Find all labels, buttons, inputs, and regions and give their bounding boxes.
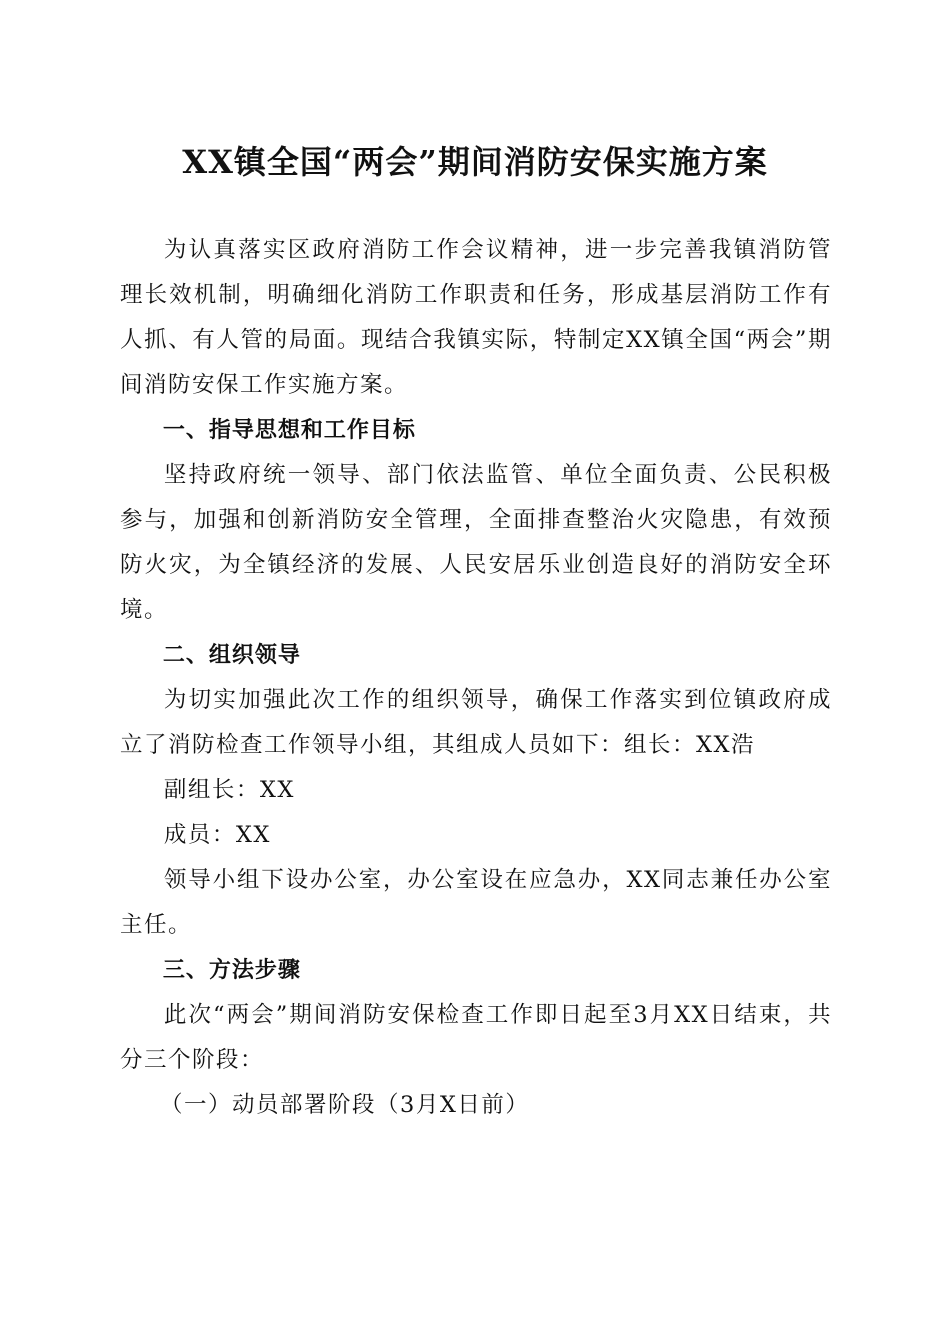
stage-one-line: （一）动员部署阶段（3月X日前） <box>160 1092 530 1118</box>
members-line: 成员：XX <box>163 822 271 848</box>
organization-paragraph: 为切实加强此次工作的组织领导，确保工作落实到位镇政府成立了消防检查工作领导小组，其组成人员如下：组长：XX浩 <box>120 687 832 758</box>
document-title: XX镇全国“两会”期间消防安保实施方案 <box>182 143 768 181</box>
section-heading-steps: 三、方法步骤 <box>162 958 301 983</box>
office-paragraph: 领导小组下设办公室，办公室设在应急办，XX同志兼任办公室主任。 <box>120 867 832 938</box>
section-heading-guiding-principles: 一、指导思想和工作目标 <box>162 418 416 443</box>
document-body <box>120 228 832 1128</box>
steps-paragraph: 此次“两会”期间消防安保检查工作即日起至3月XX日结束，共分三个阶段： <box>120 1002 832 1073</box>
intro-paragraph: 为认真落实区政府消防工作会议精神，进一步完善我镇消防管理长效机制，明确细化消防工作职责和任务，形成基层消防工作有人抓、有人管的局面。现结合我镇实际，特制定XX镇全国“两会”期间消防安保工作实施方案。 <box>120 237 832 398</box>
section-heading-organization: 二、组织领导 <box>162 643 301 668</box>
guiding-principles-paragraph: 坚持政府统一领导、部门依法监管、单位全面负责、公民积极参与，加强和创新消防安全管理，全面排查整治火灾隐患，有效预防火灾，为全镇经济的发展、人民安居乐业创造良好的消防安全环境。 <box>120 462 832 623</box>
deputy-leader-line: 副组长：XX <box>163 777 295 803</box>
